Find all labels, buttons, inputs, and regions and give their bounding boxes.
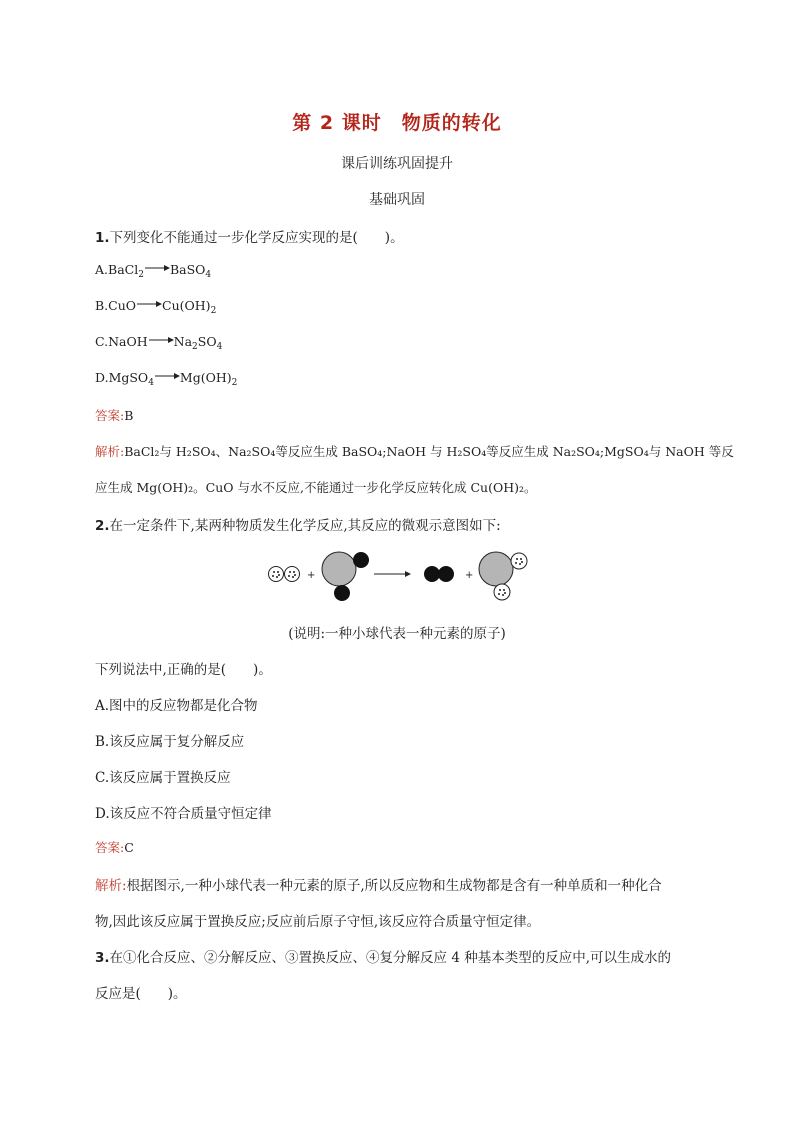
answer-label: 答案: <box>95 840 125 855</box>
question-2-analysis-line-2: 物,因此该反应属于置换反应;反应前后原子守恒,该反应符合质量守恒定律。 <box>95 914 541 930</box>
question-1-option-b <box>95 298 217 316</box>
option-rhs: Mg(OH) <box>179 370 232 385</box>
subsection-heading: 基础巩固 <box>369 192 425 208</box>
reaction-arrow-icon <box>154 371 180 381</box>
question-1-text: 下列变化不能通过一步化学反应实现的是( )。 <box>109 230 404 246</box>
question-2-number: 2. <box>95 518 110 534</box>
question-2-option-c: C.该反应属于置换反应 <box>95 770 231 786</box>
option-rhs-tail: SO <box>197 334 217 349</box>
subscript: 4 <box>205 270 212 280</box>
option-prefix: D. <box>95 370 109 385</box>
analysis-text: 根据图示,一种小球代表一种元素的原子,所以反应物和生成物都是含有一种单质和一种化合 <box>126 878 662 894</box>
reaction-arrow-icon <box>144 263 170 273</box>
subscript: 2 <box>231 378 238 388</box>
question-2-option-a: A.图中的反应物都是化合物 <box>95 698 258 714</box>
compound-molecule-product <box>479 552 527 600</box>
question-1-analysis-line-2: 应生成 Mg(OH)₂。CuO 与水不反应,不能通过一步化学反应转化成 Cu(OH)₂。 <box>95 480 537 495</box>
analysis-text: BaCl₂与 H₂SO₄、Na₂SO₄等反应生成 BaSO₄;NaOH 与 H₂SO₄等反应生成 Na₂SO₄;MgSO₄与 NaOH 等反 <box>124 444 734 459</box>
answer-label: 答案: <box>95 408 125 423</box>
option-prefix: A. <box>95 262 109 277</box>
section-heading: 课后训练巩固提升 <box>341 156 453 172</box>
subscript: 4 <box>148 378 154 388</box>
plus-sign: + <box>465 570 474 581</box>
question-2-option-b: B.该反应属于复分解反应 <box>95 734 245 750</box>
question-1-stem <box>95 226 404 246</box>
reaction-diagram <box>260 545 540 607</box>
question-1-option-a <box>95 262 212 280</box>
subscript: 4 <box>216 342 223 352</box>
compound-molecule-reactant <box>322 552 369 601</box>
question-1-option-c <box>95 334 223 352</box>
page-title: 第 2 课时 物质的转化 <box>292 112 502 134</box>
subscript: 2 <box>192 342 198 352</box>
reaction-arrow-icon <box>374 571 411 577</box>
option-rhs: Cu(OH) <box>162 298 211 313</box>
question-3-number: 3. <box>95 950 110 966</box>
reaction-arrow-icon <box>136 299 162 309</box>
option-prefix: B. <box>95 298 109 313</box>
question-3-line-2: 反应是( )。 <box>95 986 187 1002</box>
black-atom-pair-product <box>424 566 454 582</box>
question-2-stem <box>95 514 501 534</box>
analysis-label: 解析: <box>95 444 125 459</box>
question-1-answer <box>95 406 133 424</box>
option-rhs: Na <box>173 334 193 349</box>
question-3-text: 在①化合反应、②分解反应、③置换反应、④复分解反应 4 种基本类型的反应中,可以生成水的 <box>109 950 671 966</box>
dotted-atom-pair-reactant <box>269 567 300 582</box>
analysis-label: 解析: <box>95 878 127 894</box>
option-lhs: CuO <box>108 298 137 313</box>
plus-sign: + <box>307 570 316 581</box>
question-3-stem <box>95 946 671 966</box>
question-2-text: 在一定条件下,某两种物质发生化学反应,其反应的微观示意图如下: <box>109 518 501 534</box>
question-2-question: 下列说法中,正确的是( )。 <box>95 662 272 678</box>
question-1-option-d <box>95 370 238 388</box>
option-prefix: C. <box>95 334 109 349</box>
subscript: 2 <box>138 270 144 280</box>
option-rhs: BaSO <box>169 262 206 277</box>
subscript: 2 <box>210 306 217 316</box>
diagram-caption: (说明:一种小球代表一种元素的原子) <box>288 626 506 642</box>
question-1-analysis-line-1 <box>95 442 734 460</box>
answer-value: B <box>124 408 134 423</box>
question-2-option-d: D.该反应不符合质量守恒定律 <box>95 806 272 822</box>
question-2-answer <box>95 838 134 856</box>
option-lhs: MgSO <box>108 370 149 385</box>
option-lhs: BaCl <box>108 262 139 277</box>
option-lhs: NaOH <box>108 334 148 349</box>
question-1-number: 1. <box>95 230 110 246</box>
question-2-analysis-line-1 <box>95 874 662 894</box>
answer-value: C <box>124 840 134 855</box>
reaction-arrow-icon <box>148 335 174 345</box>
